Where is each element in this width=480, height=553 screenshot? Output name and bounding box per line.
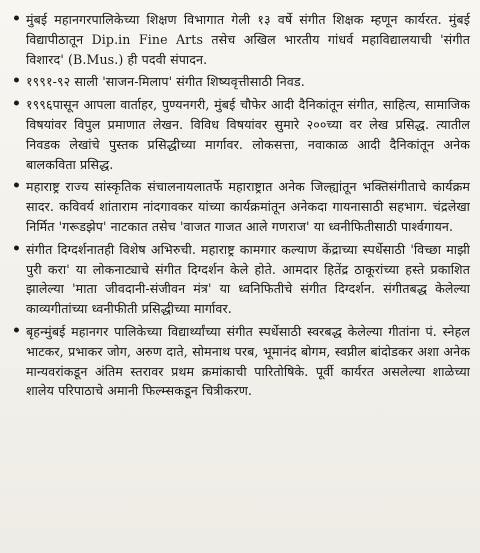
bullet-list <box>12 10 470 401</box>
item-text: १९९६पासून आपला वार्ताहर, पुण्यनगरी, मुंबई चौफेर आदी दैनिकांतून संगीत, साहित्य, सामाजिक विषयांवर विपुल प्रमाणात लेखन. विविध विषयांवर सुमारे २००च्या वर लेख प्रसिद्ध. त्यातील निवडक लेखांचे पुस्तक प्रसिद्धीच्या मार्गावर. लोकसत्ता, नवाकाळ आदी दैनिकांतून अनेक बालकविता प्रसिद्ध. <box>26 97 470 172</box>
bullet-icon: • <box>12 11 22 27</box>
item-text: संगीत दिग्दर्शनातही विशेष अभिरुची. महाराष्ट्र कामगार कल्याण केंद्राच्या स्पर्धेसाठी 'विच्छा माझी पुरी करा' या लोकनाट्याचे संगीत दिग्दर्शन केले होते. आमदार हितेंद्र ठाकूरांच्या हस्ते प्रकाशित झालेल्या 'माता जीवदानी-संजीवन मंत्र' या ध्वनिफितीचे संगीत दिग्दर्शन. संगीतबद्ध केलेल्या काव्यगीतांच्या ध्वनीफीती प्रसिद्धीच्या मार्गावर. <box>26 241 470 317</box>
list-item <box>12 95 470 174</box>
bullet-icon: • <box>12 178 22 195</box>
bullet-icon: • <box>12 73 22 90</box>
list-item <box>12 240 470 319</box>
list-item <box>12 72 470 92</box>
item-text: मुंबई महानगरपालिकेच्या शिक्षण विभागात गेली १३ वर्षे संगीत शिक्षक म्हणून कार्यरत. मुंबई विद्यापीठातून Dip.in Fine Arts तसेच अखिल भारतीय गांधर्व महाविद्यालयाची 'संगीत विशारद' (B.Mus.) ही पदवी संपादन. <box>26 12 470 67</box>
bullet-icon: • <box>12 240 22 257</box>
item-text: महाराष्ट्र राज्य सांस्कृतिक संचालनायलातर्फे महाराष्ट्रात अनेक जिल्ह्यांतून भक्तिसंगीताचे कार्यक्रम सादर. कविवर्य शांताराम नांदगावकर यांच्या कार्यक्रमांतून अनेकदा गायनासाठी सहभाग. चंद्रलेखा निर्मित 'गरूडझेप' नाटकात तसेच 'वाजत गाजत आले गणराज' या ध्वनीफितीसाठी पार्श्वगायन. <box>26 179 470 234</box>
item-text: १९९१-९२ साली 'साजन-मिलाप' संगीत शिष्यवृत्तीसाठी निवड. <box>26 74 305 90</box>
bullet-icon: • <box>12 96 22 113</box>
list-item <box>12 322 470 401</box>
bullet-icon: • <box>12 322 22 339</box>
item-text: बृहन्मुंबई महानगर पालिकेच्या विद्यार्थ्यांच्या संगीत स्पर्धेसाठी स्वरबद्ध केलेल्या गीतांना पं. स्नेहल भाटकर, प्रभाकर जोग, अरुण दाते, सोमनाथ परब, भूमानंद बोगम, स्वप्नील बांदोडकर अशा अनेक मान्यवरांकडून अंतिम स्तरावर प्रथम क्रमांकाची पारितोषिके. पूर्वी कार्यरत असलेल्या शाळेच्या शालेय परिपाठाचे अमानी फिल्म्सकडून चित्रीकरण. <box>26 323 470 399</box>
list-item <box>12 177 470 236</box>
list-item <box>12 10 470 69</box>
